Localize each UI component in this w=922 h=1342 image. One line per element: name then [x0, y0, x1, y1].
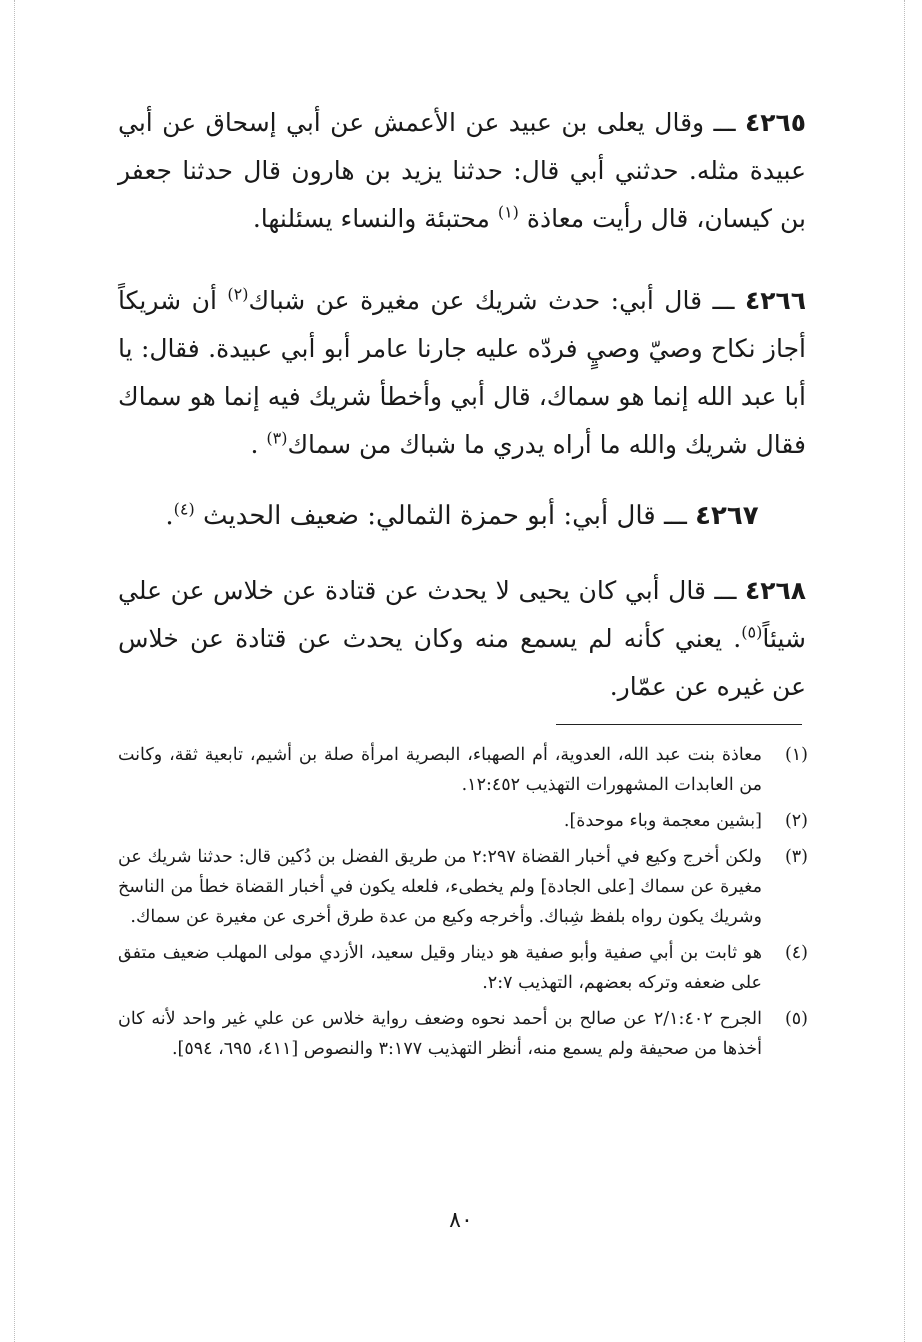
footnote-reference: (١) [497, 202, 519, 222]
hadith-number: ٤٢٦٨ [744, 576, 806, 605]
footnote-text: ولكن أخرج وكيع في أخبار القضاة ٢:٢٩٧ من طريق الفضل بن دُكين قال: حدثنا شريك عن مغيرة عن سماك [على الجادة] ولم يخطىء، فلعله يكون في أخبار القضاة خطأ من الناسخ وشريك يكون رواه بلفظ شِباك. وأخرجه وكيع من عدة طرق أخرى عن مغيرة عن سماك. [118, 847, 762, 927]
hadith-number: ٤٢٦٥ [744, 108, 806, 137]
hadith-text: ـــ قال أبي كان يحيى لا يحدث عن قتادة عن خلاس عن علي شيئاً [118, 576, 806, 653]
footnote-text: الجرح ٢/١:٤٠٢ عن صالح بن أحمد نحوه وضعف رواية خلاس عن علي غير واحد لأنه كان أخذها من صحيفة ولم يسمع منه، أنظر التهذيب ٣:١٧٧ والنصوص [٤١١، ٦٩٥، ٥٩٤]. [118, 1009, 762, 1059]
hadith-paragraph [118, 99, 806, 243]
hadith-text: ـــ قال أبي: حدث شريك عن مغيرة عن شباك [248, 286, 745, 315]
footnotes-section [118, 740, 808, 1070]
footnote-item [118, 740, 808, 800]
hadith-text: ـــ قال أبي: أبو حمزة الثمالي: ضعيف الحديث [203, 501, 696, 531]
footnote-number: (١) [784, 745, 808, 765]
footnote-number: (٣) [784, 847, 808, 867]
footnote-text: [بشين معجمة وباء موحدة]. [563, 811, 762, 831]
hadith-text: ـــ وقال يعلى بن عبيد عن الأعمش عن أبي إسحاق عن أبي عبيدة مثله. حدثني أبي قال: حدثنا يزيد بن هارون قال حدثنا جعفر بن كيسان، قال رأيت معاذة [118, 108, 806, 233]
footnote-item [118, 938, 808, 998]
hadith-number: ٤٢٦٦ [744, 286, 806, 315]
hadith-number: ٤٢٦٧ [695, 501, 759, 531]
left-margin-dotted-line [14, 0, 15, 1342]
hadith-text: . [250, 430, 267, 459]
page-number: ٨٠ [449, 1208, 473, 1233]
footnote-text: هو ثابت بن أبي صفية وأبو صفية هو دينار وقيل سعيد، الأزدي مولى المهلب ضعيف متفق على ضعفه وتركه بعضهم، التهذيب ٢:٧. [118, 943, 762, 993]
hadith-paragraph [118, 492, 806, 540]
footnote-separator [556, 724, 802, 725]
footnote-number: (٢) [784, 811, 808, 831]
hadith-text: . [165, 501, 174, 531]
hadith-text: أن شريكاً أجاز نكاح وصيّ وصيٍ فردّه عليه جارنا عامر أبو أبي عبيدة. فقال: يا أبا عبد الله إنما هو سماك، قال أبي وأخطأ شريك فيه إنما هو سماك فقال شريك والله ما أراه يدري ما شباك من سماك [118, 286, 806, 459]
footnote-item [118, 806, 808, 836]
footnote-reference: (٢) [227, 284, 249, 304]
footnote-item [118, 842, 808, 932]
right-margin-dotted-line [904, 0, 905, 1342]
footnote-reference: (٤) [173, 499, 195, 519]
footnote-reference: (٥) [741, 622, 763, 642]
hadith-paragraph [118, 567, 806, 711]
footnote-number: (٥) [784, 1009, 808, 1029]
hadith-paragraph [118, 277, 806, 469]
footnote-item [118, 1004, 808, 1064]
hadith-text: . يعني كأنه لم يسمع منه وكان يحدث عن قتادة عن خلاس عن غيره عن عمّار. [118, 624, 806, 701]
hadith-text: محتبئة والنساء يسئلنها. [252, 204, 498, 233]
footnote-reference: (٣) [266, 428, 288, 448]
footnote-text: معاذة بنت عبد الله، العدوية، أم الصهباء، البصرية امرأة صلة بن أشيم، تابعية ثقة، وكانت من العابدات المشهورات التهذيب ١٢:٤٥٢. [118, 745, 762, 795]
footnote-number: (٤) [784, 943, 808, 963]
